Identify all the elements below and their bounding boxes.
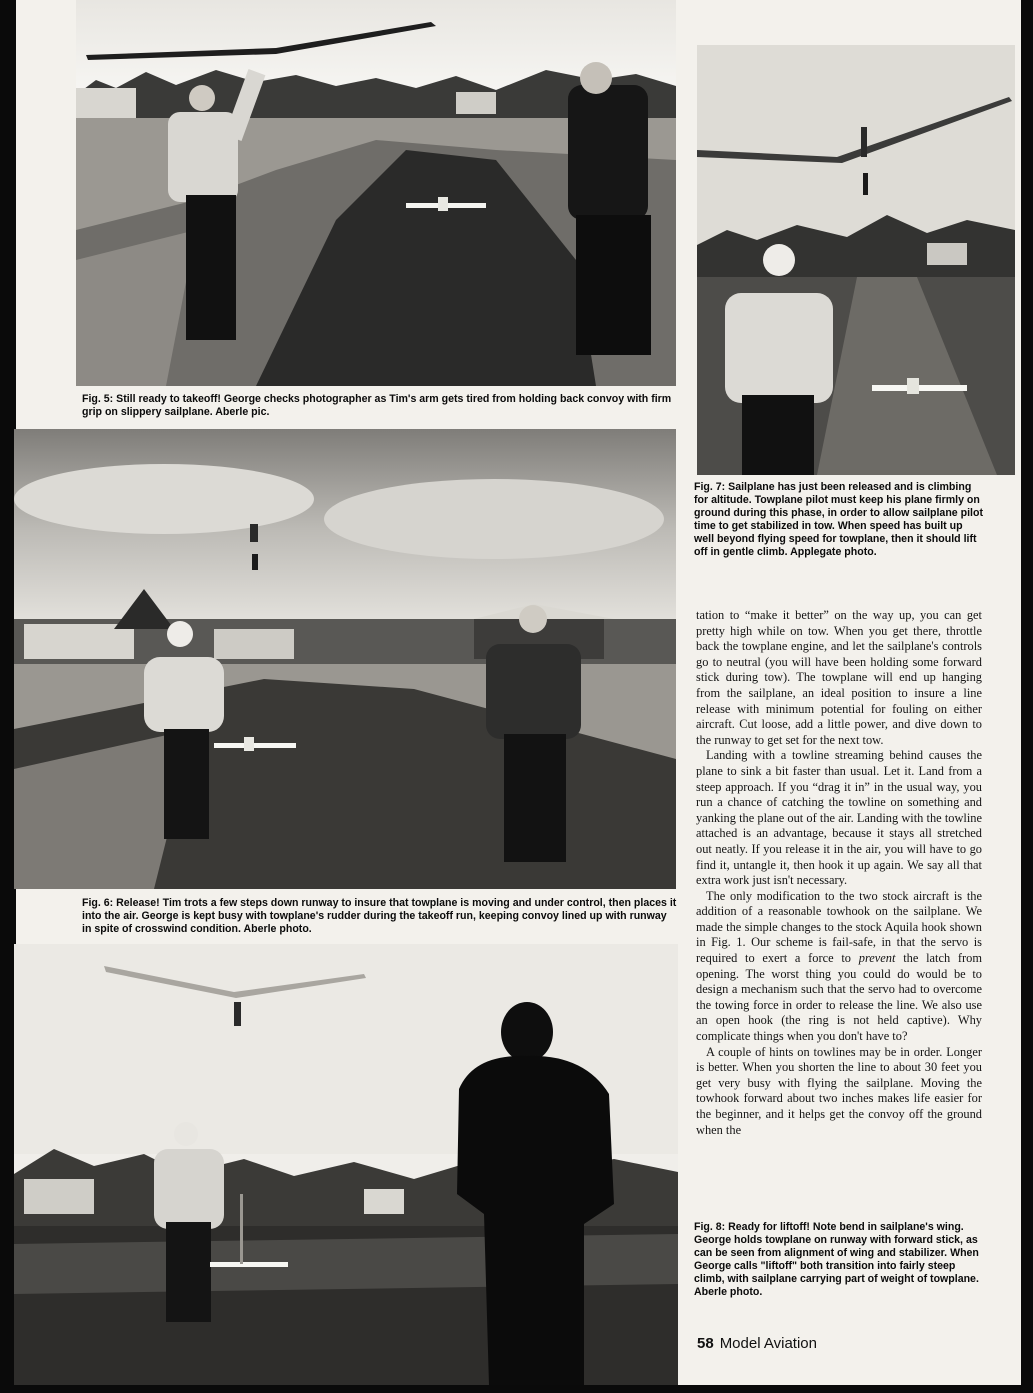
- photo-fig7: [697, 45, 1015, 475]
- paragraph-1: tation to “make it better” on the way up, you can get pretty high while on tow. When you get there, throttle back the towplane engine, and let the sailplane's controls go to neutral (you will have been holding some forward stick during tow). The towplane will end up hanging from the sailplane, an ideal position to insure a line release with minimum potential for fouling on either aircraft. Cut loose, add a little power, and dive down to the runway to get set for the next tow.: [696, 608, 982, 747]
- caption-fig6: Fig. 6: Release! Tim trots a few steps down runway to insure that towplane is moving and under control, then places it into the air. George is kept busy with towplane's rudder during the takeoff run, keeping convoy lined up with runway in spite of crosswind condition. Aberle photo.: [82, 897, 677, 935]
- page-number: 58: [697, 1335, 714, 1352]
- paragraph-3-part-a: The only modification to the two stock aircraft is the addition of a reasonable towhook on the sailplane. We made the simple changes to the stock Aquila hook shown in Fig. 1. Our scheme is fail-safe, in that the servo is required to exert a force to: [696, 888, 982, 966]
- photo-fig5: [76, 0, 676, 386]
- paragraph-4: A couple of hints on towlines may be in order. Longer is better. When you shorten the line to about 30 feet you get very busy with flying the sailplane. Moving the towhook forward about two inches makes life easier for the beginner, and it helps get the convoy off the ground when the: [696, 1044, 982, 1137]
- paragraph-3-part-b: the latch from opening. The worst thing you could do would be to design a mechanism such that the servo had to overcome the towing force in order to release the line. We also use an open hook (the ring is not held captive). Why complicate things when you don't have to?: [696, 951, 982, 1044]
- magazine-name: Model Aviation: [719, 1335, 817, 1352]
- photo-fig6: [14, 429, 676, 889]
- caption-fig7: Fig. 7: Sailplane has just been released and is climbing for altitude. Towplane pilot must keep his plane firmly on ground during this phase, in order to allow sailplane pilot time to get stabilized in tow. When speed has built up well beyond flying speed for towplane, then it should lift off in gentle climb. Applegate photo.: [694, 481, 983, 558]
- paragraph-2: Landing with a towline streaming behind causes the plane to sink a bit faster than usual. Let it. Land from a steep approach. If you “drag it in” in the usual way, you run a chance of catching the towline on something and yanking the plane out of the air. Landing with the towline attached is an advantage, because it stays all stretched out neatly. If you release it in the air, you will have to go find it, untangle it, then hook it up again. We say all that extra work just isn't necessary.: [696, 748, 982, 888]
- caption-fig8: Fig. 8: Ready for liftoff! Note bend in sailplane's wing. George holds towplane on runway with forward stick, as can be seen from alignment of wing and stabilizer. When George calls "liftoff" both transition into fairly steep climb, with sailplane carrying part of weight of towplane. Aberle photo.: [694, 1221, 979, 1298]
- paragraph-3-emphasis: prevent: [858, 951, 896, 966]
- scan-border-bottom: [0, 1385, 1033, 1393]
- paragraph-3: [696, 889, 982, 1045]
- article-body: [696, 608, 982, 1138]
- photo-fig8: [14, 944, 678, 1385]
- scan-border-right: [1021, 0, 1033, 1393]
- caption-fig5: Fig. 5: Still ready to takeoff! George checks photographer as Tim's arm gets tired from holding back convoy with firm grip on slippery sailplane. Aberle pic.: [82, 393, 672, 418]
- page-footer: [697, 1335, 817, 1352]
